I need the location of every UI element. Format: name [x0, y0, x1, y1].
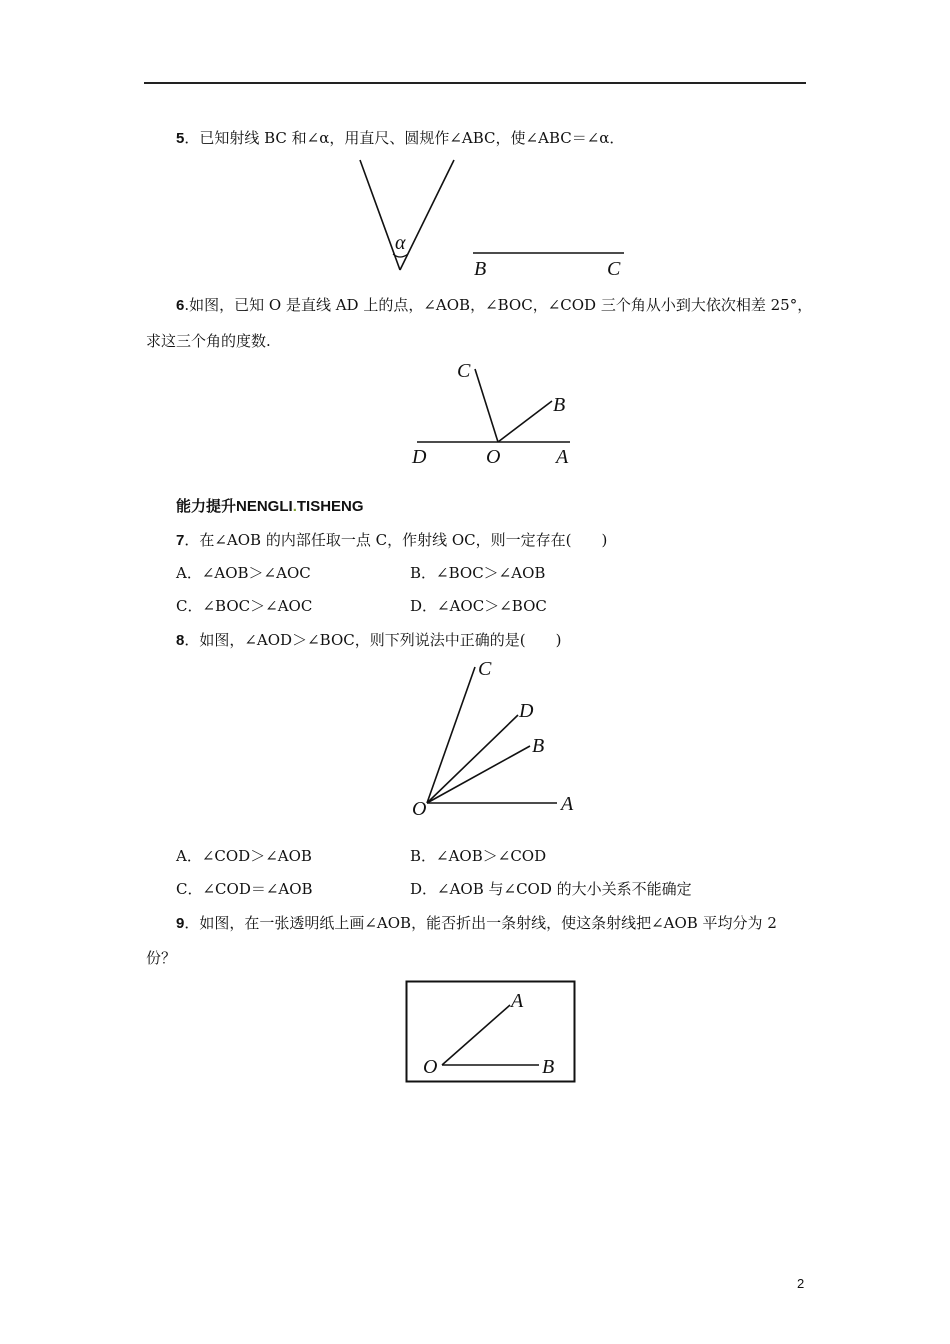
figure-angle-aob-on-paper [405, 980, 577, 1084]
point-a-label: A [556, 446, 569, 468]
point-b-label: B [542, 1056, 555, 1078]
question-7-option-a: A．∠AOB＞∠AOC [176, 564, 311, 582]
point-o-label: O [486, 446, 501, 468]
ray-oc [427, 667, 475, 803]
alpha-label: α [395, 232, 406, 254]
section-title: 能力提升 [176, 498, 237, 515]
point-d-label: D [412, 446, 427, 468]
question-8-text: ．如图，∠AOD＞∠BOC，则下列说法中正确的是( ) [184, 631, 562, 649]
question-5-text: ．已知射线 BC 和∠α，用直尺、圆规作∠ABC，使∠ABC＝∠α． [184, 129, 625, 147]
point-c-label: C [457, 360, 471, 382]
ray-ob [498, 401, 552, 442]
question-8 [176, 630, 561, 651]
section-en-1: NENGLI [236, 498, 293, 515]
section-separator: . [292, 498, 297, 515]
question-7-number: 7 [176, 532, 185, 549]
question-6-number: 6 [176, 297, 185, 314]
question-8-option-b: B．∠AOB＞∠COD [410, 847, 547, 865]
figure-four-rays [405, 655, 595, 825]
ray-oa [442, 1005, 510, 1065]
figure-angles-on-line-ad [405, 355, 585, 470]
alpha-left-side [360, 160, 400, 270]
question-8-option-c: C．∠COD＝∠AOB [176, 880, 313, 898]
section-en-2: TISHENG [296, 498, 364, 515]
point-b-label: B [474, 258, 487, 280]
question-7-text: ．在∠AOB 的内部任取一点 C，作射线 OC，则一定存在( ) [184, 531, 608, 549]
point-b-label: B [532, 735, 545, 757]
point-o-label: O [412, 798, 427, 820]
point-c-label: C [607, 258, 621, 280]
question-7-option-b: B．∠BOC＞∠AOB [410, 564, 546, 582]
point-c-label: C [478, 658, 492, 680]
question-7 [176, 530, 607, 551]
question-6-line-2: 求这三个角的度数. [146, 332, 271, 350]
figure-angle-alpha-and-ray-bc [340, 150, 640, 285]
point-a-label: A [561, 793, 574, 815]
point-b-label: B [553, 394, 566, 416]
question-9-text: ．如图，在一张透明纸上画∠AOB，能否折出一条射线，使这条射线把∠AOB 平均分为 2 [184, 914, 777, 932]
question-8-number: 8 [176, 632, 185, 649]
alpha-right-side [400, 160, 454, 270]
question-6-text: .如图，已知 O 是直线 AD 上的点，∠AOB，∠BOC，∠COD 三个角从小到大依次相差 25°， [184, 296, 813, 314]
section-heading [176, 497, 364, 517]
question-8-option-d: D．∠AOB 与∠COD 的大小关系不能确定 [410, 880, 692, 898]
question-7-option-c: C．∠BOC＞∠AOC [176, 597, 313, 615]
point-a-label: A [511, 990, 524, 1012]
ray-oc [475, 369, 498, 442]
question-6-line-1 [176, 295, 812, 316]
ray-od [427, 715, 518, 803]
header-rule [144, 82, 806, 84]
question-9-line-1 [176, 913, 777, 934]
question-8-option-a: A．∠COD＞∠AOB [176, 847, 312, 865]
question-7-option-d: D．∠AOC＞∠BOC [410, 597, 547, 615]
question-5-number: 5 [176, 130, 185, 147]
ray-ob [427, 746, 530, 803]
question-9-line-2: 份？ [146, 949, 177, 967]
question-9-number: 9 [176, 915, 185, 932]
question-5 [176, 128, 624, 149]
point-o-label: O [423, 1056, 438, 1078]
page-number: 2 [797, 1276, 805, 1291]
point-d-label: D [519, 700, 534, 722]
